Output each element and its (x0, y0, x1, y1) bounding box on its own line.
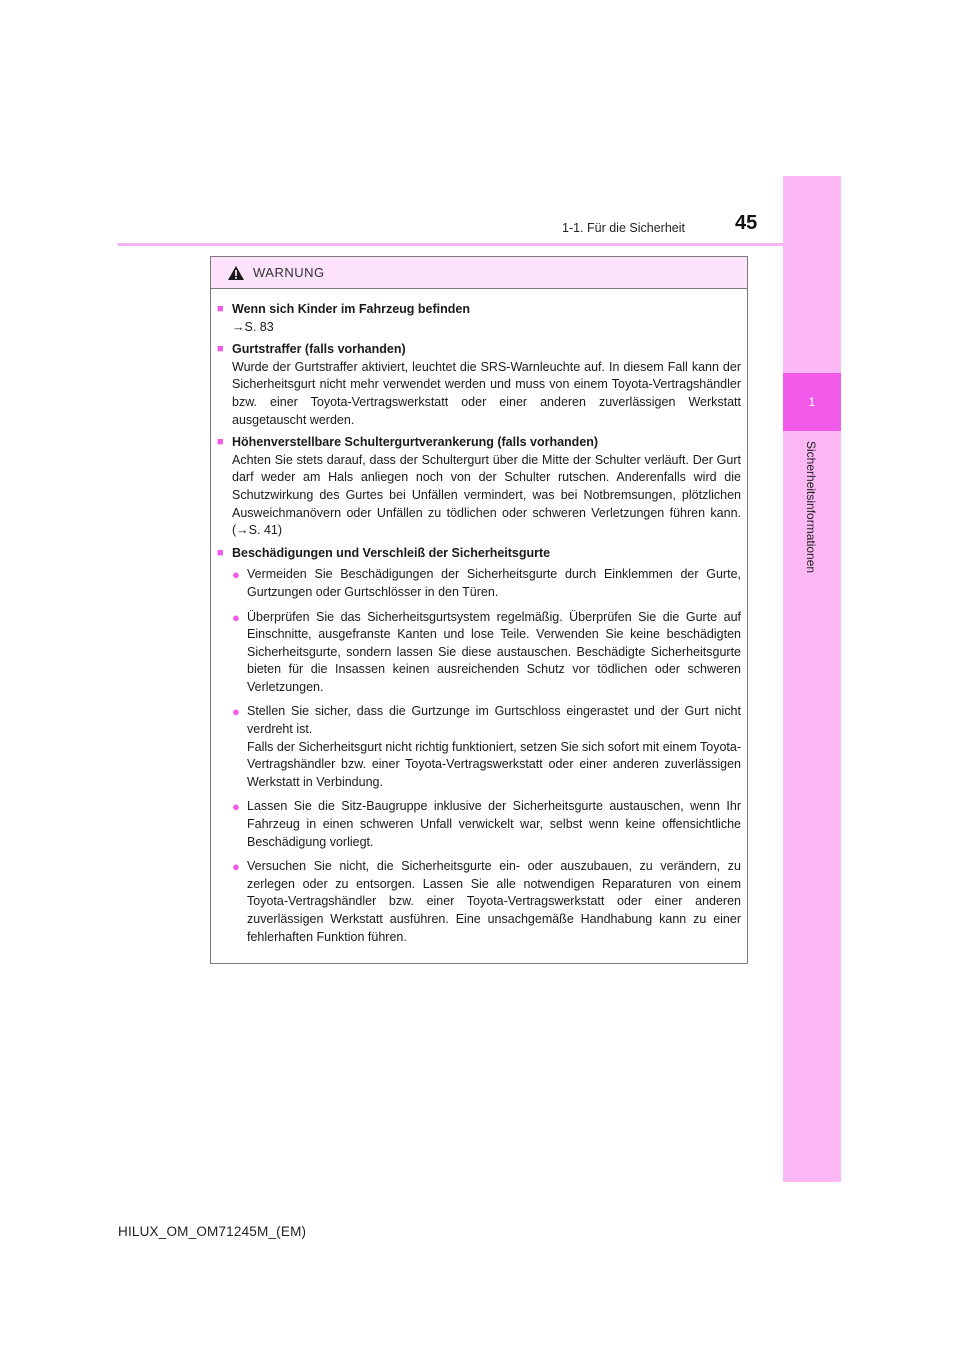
section-title: 1-1. Für die Sicherheit (562, 221, 685, 235)
item-text: Wurde der Gurtstraffer aktiviert, leuchtet die SRS-Warnleuchte auf. In diesem Fall kann der Sicherheitsgurt nicht mehr verwendet werden und muss von einem Toyota-Vertragshändler bzw. einer Toyota-Vertragswerkstatt oder einer anderen zuverlässigen Werkstatt ausgetauscht werden. (232, 359, 741, 427)
warning-body (211, 289, 747, 946)
round-bullet-icon: ● (232, 799, 240, 815)
item-text: Achten Sie stets darauf, dass der Schultergurt über die Mitte der Schulter verläuft. Der Gurt darf weder am Hals anliegen noch von der Schulter rutschen. Anderenfalls wird die Schutzwirkung des Gurtes bei Unfällen vermindert, was bei Notbremsungen, plötzlichen Ausweichmanövern oder Unfällen zu tödlichen oder schweren Verletzungen führen kann. (→S. 41) (232, 452, 741, 538)
bullet-item: ● Versuchen Sie nicht, die Sicherheitsgurte ein- oder auszubauen, zu verändern, zu zerlegen oder zu entsorgen. Lassen Sie alle notwendigen Reparaturen von einem Toyota-Vertragshändler bzw. einer Toyota-Vertragswerkstatt oder einer anderen zuverlässigen Werkstatt ausführen. Eine unsachgemäße Handhabung kann zu einer fehlerhaften Funktion führen. (232, 858, 741, 946)
warning-header (211, 257, 747, 289)
round-bullet-icon: ● (232, 704, 240, 720)
bullet-item: ● Stellen Sie sicher, dass die Gurtzunge im Gurtschloss eingerastet und der Gurt nicht verdreht ist. Falls der Sicherheitsgurt nicht richtig funktioniert, setzen Sie sich sofort mit einem Toyota-Vertragshändler bzw. einer Toyota-Vertragswerkstatt oder einer anderen zuverlässigen Werkstatt in Verbindung. (232, 703, 741, 791)
bullet-item: ● Vermeiden Sie Beschädigungen der Sicherheitsgurte durch Einklemmen der Gurte, Gurtzungen oder Gurtschlösser in den Türen. (232, 566, 741, 601)
header-divider (118, 243, 783, 246)
chapter-title: Sicherheitsinformationen (804, 441, 818, 574)
square-bullet-icon: ■ (217, 546, 224, 559)
square-bullet-icon: ■ (217, 343, 224, 356)
item-title: Höhenverstellbare Schultergurtverankerung (falls vorhanden) (232, 435, 599, 450)
warning-item (217, 301, 741, 336)
warning-label: WARNUNG (253, 265, 325, 280)
warning-box (210, 256, 748, 964)
bullet-item: ● Lassen Sie die Sitz-Baugruppe inklusive der Sicherheitsgurte austauschen, wenn Ihr Fahrzeug in einen schweren Unfall verwickelt war, selbst wenn keine offensichtliche Beschädigung vorliegt. (232, 798, 741, 851)
item-text: →S. 83 (232, 319, 274, 334)
document-id: HILUX_OM_OM71245M_(EM) (118, 1224, 307, 1239)
item-title: Beschädigungen und Verschleiß der Sicherheitsgurte (232, 545, 551, 560)
warning-item (217, 545, 741, 946)
chapter-number: 1 (783, 373, 841, 431)
square-bullet-icon: ■ (217, 436, 224, 449)
warning-triangle-icon (227, 265, 245, 281)
square-bullet-icon: ■ (217, 303, 224, 315)
chapter-side-tab (783, 176, 841, 1182)
warning-item (217, 341, 741, 429)
item-title: Wenn sich Kinder im Fahrzeug befinden (232, 302, 470, 316)
round-bullet-icon: ● (232, 859, 240, 875)
round-bullet-icon: ● (232, 567, 240, 583)
item-title: Gurtstraffer (falls vorhanden) (232, 342, 406, 357)
bullet-item: ● Überprüfen Sie das Sicherheitsgurtsystem regelmäßig. Überprüfen Sie die Gurte auf Einschnitte, ausgefranste Kanten und lose Teile. Verwenden Sie keine beschädigten Sicherheitsgurte, sondern lassen Sie diese austauschen. Beschädigte Sicherheitsgurte bieten für die Insassen keinen ausreichenden Schutz vor tödlichen oder schweren Verletzungen. (232, 609, 741, 697)
warning-item (217, 434, 741, 540)
page-number: 45 (735, 212, 758, 234)
round-bullet-icon: ● (232, 609, 240, 625)
